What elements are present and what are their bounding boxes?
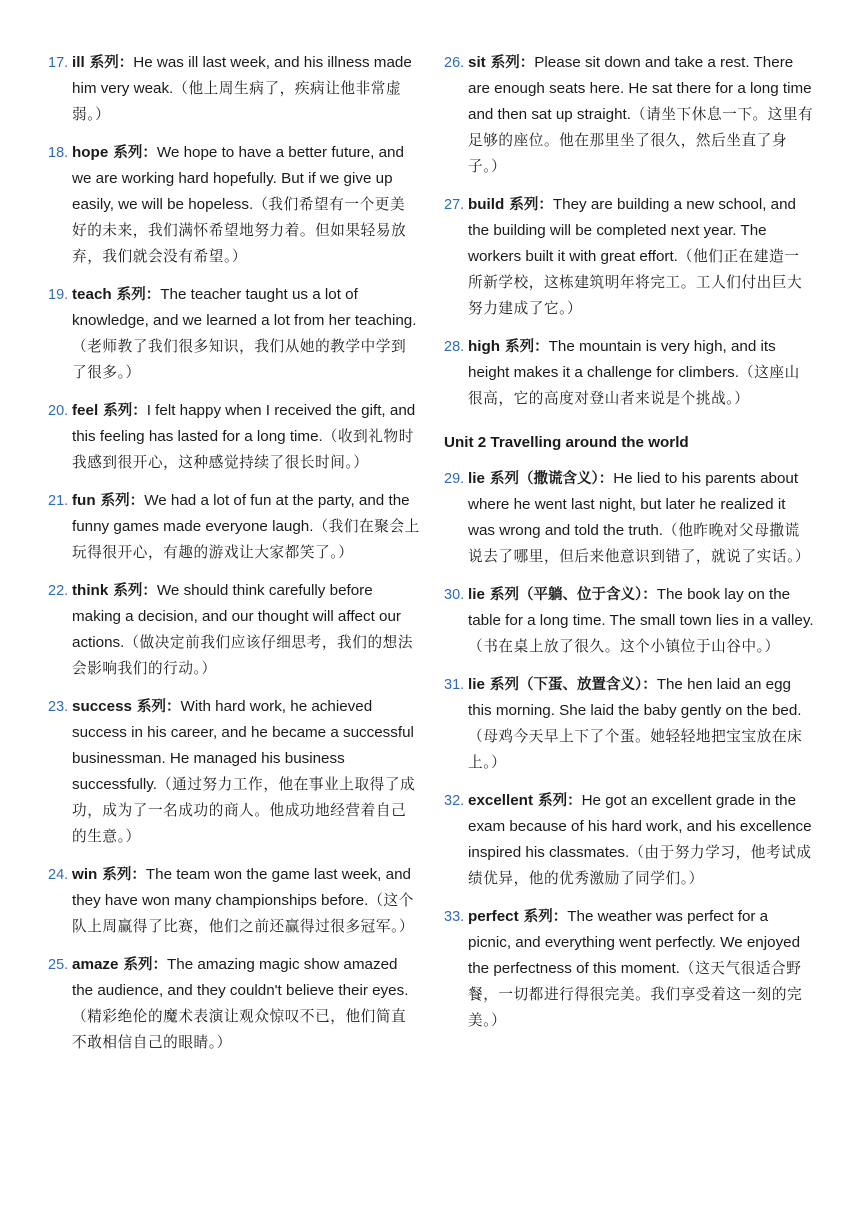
vocab-entry <box>48 488 420 566</box>
entry-english-sentence: With hard work, he achieved success in his career, and he became a successful businessman. He managed his business successfully. <box>72 698 414 793</box>
vocab-entry <box>444 582 814 660</box>
entry-number: 18. <box>48 145 69 161</box>
entry-chinese-translation: （他上周生病了，疾病让他非常虚弱。） <box>72 80 402 123</box>
vocab-entry <box>48 862 420 940</box>
entry-chinese-translation: （我们希望有一个更美好的未来，我们满怀希望地努力着。但如果轻易放弃，我们就会没有希望。） <box>72 196 407 265</box>
entry-chinese-translation: （母鸡今天早上下了个蛋。她轻轻地把宝宝放在床上。） <box>468 728 803 771</box>
entry-chinese-translation: （通过努力工作，他在事业上取得了成功，成为了一名成功的商人。他成功地经营着自己的生意。） <box>72 776 416 845</box>
entry-series-label: 系列： <box>504 197 553 213</box>
entry-number: 32. <box>444 793 465 809</box>
entry-english-sentence: The hen laid an egg this morning. She laid the baby gently on the bed. <box>468 676 802 719</box>
entry-english-sentence: The amazing magic show amazed the audience, and they couldn't believe their eyes. <box>72 956 409 999</box>
vocab-entry <box>444 466 814 570</box>
entry-keyword: amaze <box>72 956 119 973</box>
entry-chinese-translation: （我们在聚会上玩得很开心，有趣的游戏让大家都笑了。） <box>72 518 420 561</box>
entry-keyword: feel <box>72 402 99 419</box>
entry-chinese-translation: （精彩绝伦的魔术表演让观众惊叹不已，他们简直不敢相信自己的眼睛。） <box>72 1008 407 1051</box>
entry-english-sentence: They are building a new school, and the building will be completed next year. The workers built it with great effort. <box>468 196 796 265</box>
entry-number: 28. <box>444 339 465 355</box>
entry-english-sentence: Please sit down and take a rest. There are enough seats here. He sat there for a long time and then sat up straight. <box>468 54 812 123</box>
entry-chinese-translation: （这天气很适合野餐，一切都进行得很完美。我们享受着这一刻的完美。） <box>468 960 803 1029</box>
entry-chinese-translation: （他们正在建造一所新学校，这栋建筑明年将完工。工人们付出巨大努力建成了它。） <box>468 248 803 317</box>
entry-english-sentence: We had a lot of fun at the party, and the funny games made everyone laugh. <box>72 492 410 535</box>
entry-series-label: 系列： <box>108 145 157 161</box>
entry-english-sentence: I felt happy when I received the gift, and this feeling has lasted for a long time. <box>72 402 416 445</box>
entry-keyword: win <box>72 866 98 883</box>
entry-series-label: 系列： <box>500 339 549 355</box>
entry-series-label: 系列： <box>98 403 147 419</box>
vocab-entry <box>48 398 420 476</box>
entry-chinese-translation: （老师教了我们很多知识，我们从她的教学中学到了很多。） <box>72 338 407 381</box>
entry-series-label: 系列： <box>97 867 146 883</box>
left-column <box>48 50 420 1068</box>
entry-keyword: success <box>72 698 132 715</box>
entry-chinese-translation: （书在桌上放了很久。这个小镇位于山谷中。） <box>468 638 780 655</box>
entry-series-label: 系列（撒谎含义）： <box>484 471 614 487</box>
entry-number: 31. <box>444 677 465 693</box>
entry-number: 19. <box>48 287 69 303</box>
entry-number: 27. <box>444 197 465 213</box>
entry-number: 23. <box>48 699 69 715</box>
entry-keyword: sit <box>468 54 486 71</box>
entry-series-label: 系列： <box>95 493 145 509</box>
vocab-entry <box>48 140 420 270</box>
entry-keyword: ill <box>72 54 85 71</box>
vocab-entry <box>444 904 814 1034</box>
entry-series-label: 系列： <box>84 55 134 71</box>
vocab-list-bottom <box>444 466 814 1034</box>
entry-english-sentence: He got an excellent grade in the exam because of his hard work, and his excellence inspired his classmates. <box>468 792 812 861</box>
entry-keyword: build <box>468 196 505 213</box>
entry-series-label: 系列： <box>131 699 181 715</box>
entry-keyword: fun <box>72 492 96 509</box>
entry-keyword: teach <box>72 286 112 303</box>
vocab-entry <box>444 672 814 776</box>
entry-series-label: 系列（下蛋、放置含义）： <box>484 677 657 693</box>
entry-english-sentence: We should think carefully before making a decision, and our thought will affect our actions. <box>72 582 401 651</box>
vocab-entry <box>444 192 814 322</box>
entry-english-sentence: The mountain is very high, and its height makes it a challenge for climbers. <box>468 338 776 381</box>
entry-keyword: hope <box>72 144 109 161</box>
entry-keyword: lie <box>468 586 485 603</box>
vocab-entry <box>48 50 420 128</box>
entry-english-sentence: The team won the game last week, and they have won many championships before. <box>72 866 411 909</box>
vocab-entry <box>444 50 814 180</box>
entry-keyword: high <box>468 338 501 355</box>
entry-chinese-translation: （收到礼物时我感到很开心，这种感觉持续了很长时间。） <box>72 428 414 471</box>
vocab-entry <box>444 788 814 892</box>
entry-keyword: excellent <box>468 792 534 809</box>
entry-english-sentence: He lied to his parents about where he went last night, but later he realized it was wrong and told the truth. <box>468 470 799 539</box>
entry-number: 26. <box>444 55 465 71</box>
right-column <box>444 50 814 1046</box>
entry-number: 30. <box>444 587 465 603</box>
entry-number: 17. <box>48 55 69 71</box>
entry-series-label: 系列： <box>485 55 535 71</box>
entry-keyword: lie <box>468 676 485 693</box>
entry-chinese-translation: （请坐下休息一下。这里有足够的座位。他在那里坐了很久，然后坐直了身子。） <box>468 106 814 175</box>
entry-keyword: lie <box>468 470 485 487</box>
entry-keyword: think <box>72 582 109 599</box>
entry-number: 33. <box>444 909 465 925</box>
entry-number: 21. <box>48 493 69 509</box>
vocab-entry <box>444 334 814 412</box>
entry-english-sentence: He was ill last week, and his illness made him very weak. <box>72 54 412 97</box>
entry-keyword: perfect <box>468 908 519 925</box>
entry-english-sentence: We hope to have a better future, and we are working hard hopefully. But if we give up easily, we will be hopeless. <box>72 144 404 213</box>
vocab-entry <box>48 282 420 386</box>
vocab-entry <box>48 578 420 682</box>
entry-english-sentence: The teacher taught us a lot of knowledge, and we learned a lot from her teaching. <box>72 286 417 329</box>
entry-series-label: 系列： <box>108 583 157 599</box>
vocab-list-top <box>444 50 814 412</box>
entry-number: 20. <box>48 403 69 419</box>
entry-number: 29. <box>444 471 465 487</box>
entry-series-label: 系列： <box>118 957 168 973</box>
entry-chinese-translation: （由于努力学习，他考试成绩优异，他的优秀激励了同学们。） <box>468 844 812 887</box>
entry-number: 25. <box>48 957 69 973</box>
entry-series-label: 系列（平躺、位于含义）： <box>484 587 657 603</box>
entry-chinese-translation: （这个队上周赢得了比赛，他们之前还赢得过很多冠军。） <box>72 892 415 935</box>
vocab-entry <box>48 952 420 1056</box>
entry-english-sentence: The weather was perfect for a picnic, and everything went perfectly. We enjoyed the perfectness of this moment. <box>468 908 801 977</box>
entry-chinese-translation: （做决定前我们应该仔细思考，我们的想法会影响我们的行动。） <box>72 634 414 677</box>
entry-chinese-translation: （他昨晚对父母撒谎说去了哪里，但后来他意识到错了，就说了实话。） <box>468 522 811 565</box>
entry-series-label: 系列： <box>111 287 161 303</box>
entry-number: 24. <box>48 867 69 883</box>
vocab-entry <box>48 694 420 850</box>
entry-series-label: 系列： <box>518 909 568 925</box>
unit-heading: Unit 2 Travelling around the world <box>444 434 689 451</box>
entry-series-label: 系列： <box>533 793 582 809</box>
entry-english-sentence: The book lay on the table for a long time. The small town lies in a valley. <box>468 586 814 629</box>
entry-number: 22. <box>48 583 69 599</box>
entry-chinese-translation: （这座山很高，它的高度对登山者来说是个挑战。） <box>468 364 800 407</box>
